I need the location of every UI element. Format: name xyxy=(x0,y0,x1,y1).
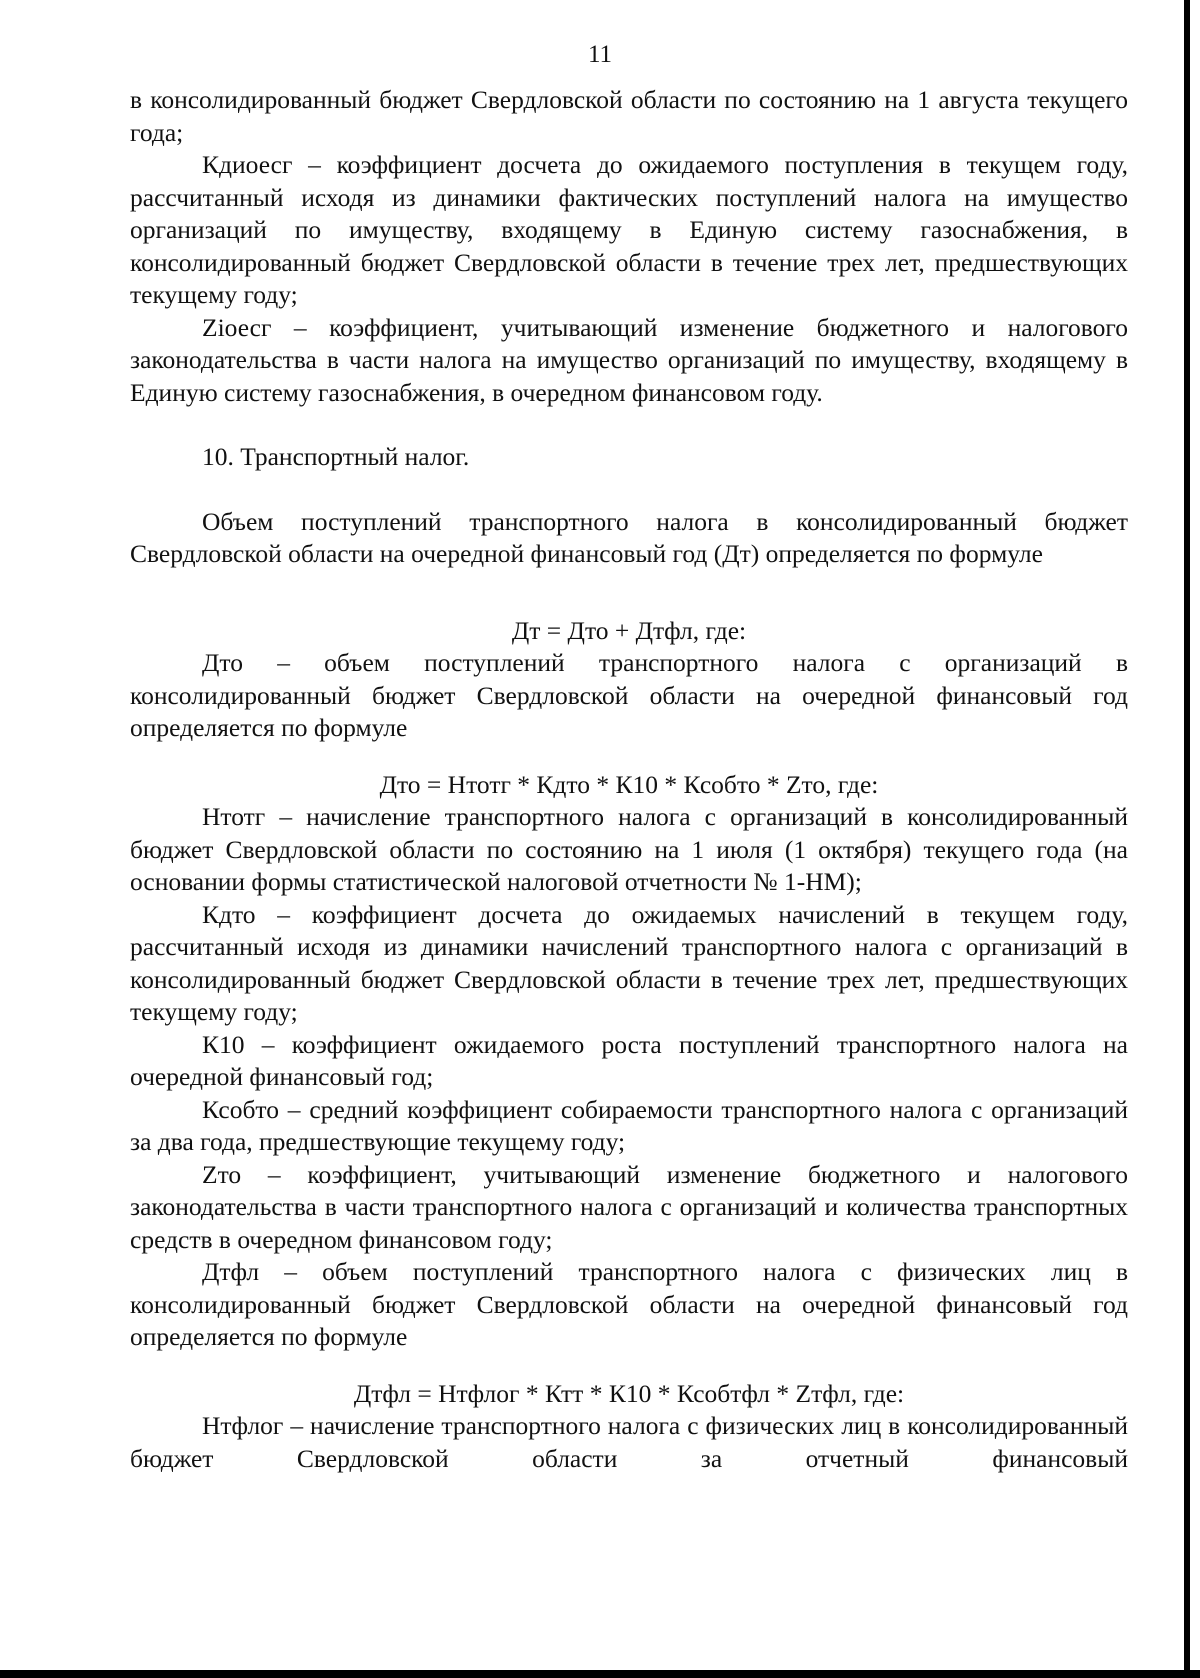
paragraph-dtfl-definition: Дтфл – объем поступлений транспортного налога с физических лиц в консолидированный бюджет Свердловской области на очередной финансовый год определяется по формуле xyxy=(130,1257,1128,1351)
paragraph-kdto-definition: Кдто – коэффициент досчета до ожидаемых начислений в текущем году, рассчитанный исходя из динамики начислений транспортного налога с организаций в консолидированный бюджет Свердловской области в течение трех лет, предшествующих текущему году; xyxy=(130,899,1128,1026)
paragraph-k10-definition: К10 – коэффициент ожидаемого роста поступлений транспортного налога на очередной финансовый год; xyxy=(130,1029,1128,1091)
section-heading-transport-tax: 10. Транспортный налог. xyxy=(202,442,470,471)
paragraph-zto-definition: Zто – коэффициент, учитывающий изменение бюджетного и налогового законодательства в части транспортного налога с организаций и количества транспортных средств в очередном финансовом году; xyxy=(130,1159,1128,1254)
paragraph-dto-definition: Дто – объем поступлений транспортного налога с организаций в консолидированный бюджет Свердловской области на очередной финансовый год определяется по формуле xyxy=(130,648,1128,742)
formula-dt: Дт = Дто + Дтфл, где: xyxy=(511,615,747,645)
formula-dtfl: Дтфл = Нтфлог * Ктт * К10 * Ксобтфл * Zтфл, где: xyxy=(353,1378,905,1408)
page-number: 11 xyxy=(587,41,613,68)
document-body xyxy=(130,84,1128,1475)
paragraph-continuation: в консолидированный бюджет Свердловской области по состоянию на 1 августа текущего года; xyxy=(130,85,1128,147)
scan-edge-right xyxy=(1184,0,1190,1678)
paragraph-ntflog-definition: Нтфлог – начисление транспортного налога с физических лиц в консолидированный бюджет Свердловской области за отчетный финансовый xyxy=(130,1411,1128,1473)
formula-dto: Дто = Нтотг * Кдто * К10 * Ксобто * Zто, где: xyxy=(379,769,879,799)
scan-edge-bottom xyxy=(0,1670,1200,1678)
paragraph-kdioesg-definition: Кдиоесг – коэффициент досчета до ожидаемого поступления в текущем году, рассчитанный исходя из динамики фактических поступлений налога на имущество организаций по имуществу, входящему в Единую систему газоснабжения, в консолидированный бюджет Свердловской области в течение трех лет, предшествующих текущему году; xyxy=(130,150,1128,309)
paragraph-transport-tax-volume: Объем поступлений транспортного налога в консолидированный бюджет Свердловской области на очередной финансовый год (Дт) определяется по формуле xyxy=(130,506,1128,568)
paragraph-ntotg-definition: Нтотг – начисление транспортного налога с организаций в консолидированный бюджет Свердловской области по состоянию на 1 июля (1 октября) текущего года (на основании формы статистической налоговой отчетности № 1-НМ); xyxy=(130,802,1128,896)
paragraph-zioesg-definition: Ziоесг – коэффициент, учитывающий изменение бюджетного и налогового законодательства в части налога на имущество организаций по имуществу, входящему в Единую систему газоснабжения, в очередном финансовом году. xyxy=(130,312,1128,407)
paragraph-ksobto-definition: Ксобто – средний коэффициент собираемости транспортного налога с организаций за два года, предшествующие текущему году; xyxy=(130,1094,1128,1156)
